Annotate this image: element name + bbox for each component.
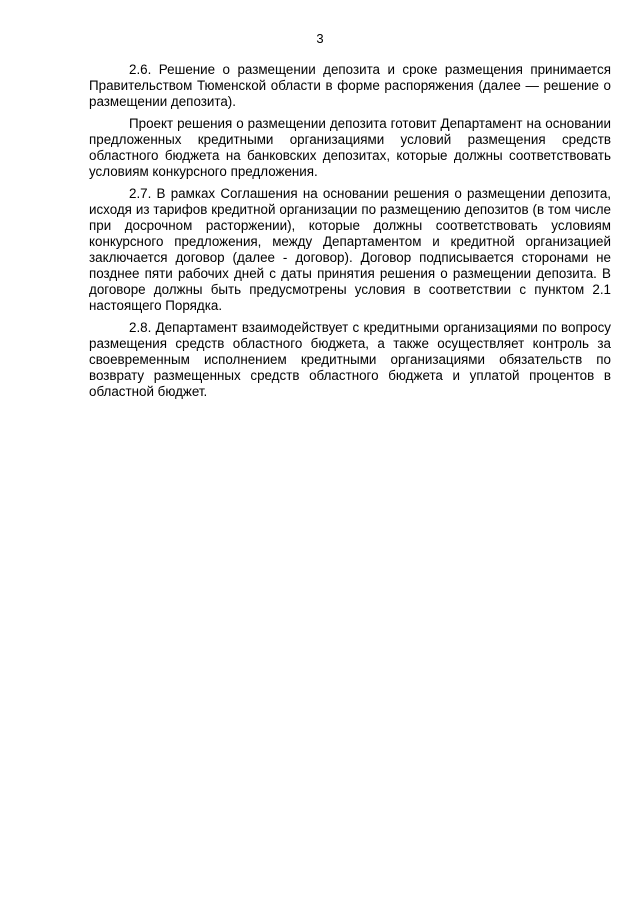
paragraph-2-7: 2.7. В рамках Соглашения на основании решения о размещении депозита, исходя из тарифов кредитной организации по размещению депозитов (в том числе при досрочном расторжении), которые должны соответствовать условиям конкурсного предложения, между Департаментом и кредитной организацией заключается договор (далее - договор). Договор подписывается сторонами не позднее пяти рабочих дней с даты принятия решения о размещении депозита. В договоре должны быть предусмотрены условия в соответствии с пунктом 2.1 настоящего Порядка.: [89, 186, 611, 313]
paragraph-project-decision: Проект решения о размещении депозита готовит Департамент на основании предложенных кредитными организациями условий размещения средств областного бюджета на банковских депозитах, которые должны соответствовать условиям конкурсного предложения.: [89, 116, 611, 179]
page-number: 3: [316, 31, 324, 46]
paragraph-2-8: 2.8. Департамент взаимодействует с кредитными организациями по вопросу размещения средств областного бюджета, а также осуществляет контроль за своевременным исполнением кредитными организациями обязательств по возврату размещенных средств областного бюджета и уплатой процентов в областной бюджет.: [89, 320, 611, 399]
paragraph-2-6: 2.6. Решение о размещении депозита и сроке размещения принимается Правительством Тюменской области в форме распоряжения (далее — решение о размещении депозита).: [89, 62, 611, 109]
document-body: [89, 62, 611, 406]
